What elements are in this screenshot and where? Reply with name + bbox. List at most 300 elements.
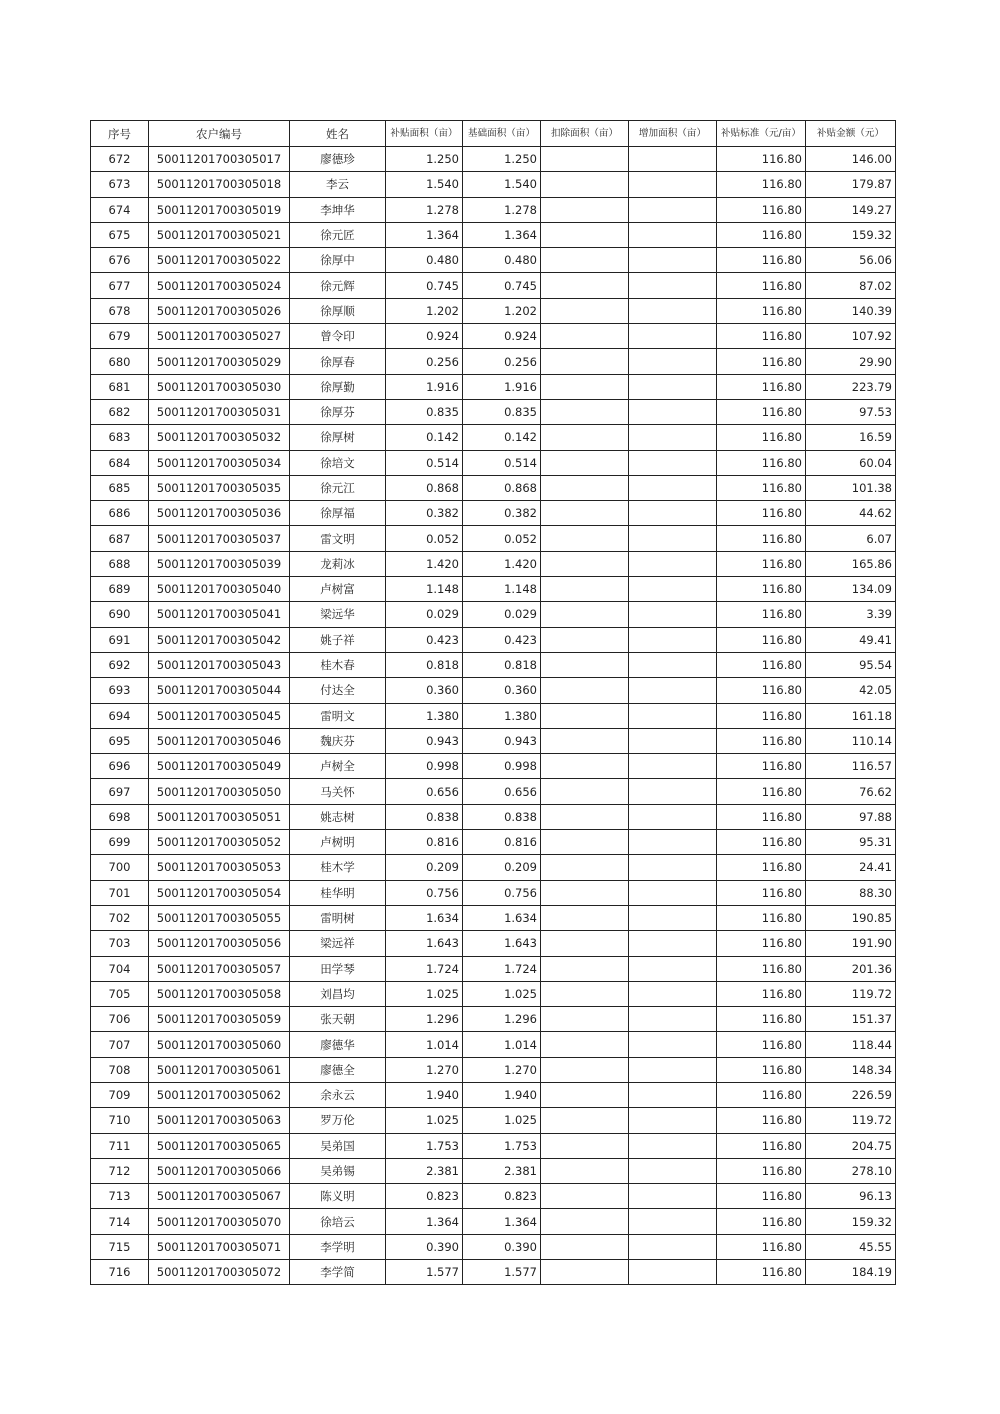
- cell-added-area: [629, 1007, 717, 1032]
- cell-seq: 673: [91, 172, 149, 197]
- cell-seq: 683: [91, 425, 149, 450]
- cell-household-code: 50011201700305060: [149, 1032, 290, 1057]
- cell-subsidy-rate: 116.80: [717, 981, 806, 1006]
- cell-added-area: [629, 905, 717, 930]
- cell-subsidy-rate: 116.80: [717, 703, 806, 728]
- cell-deducted-area: [541, 779, 629, 804]
- cell-subsidy-amount: 101.38: [806, 475, 896, 500]
- cell-subsidy-amount: 42.05: [806, 678, 896, 703]
- cell-seq: 708: [91, 1057, 149, 1082]
- cell-base-area: 1.148: [463, 577, 541, 602]
- cell-subsidy-amount: 184.19: [806, 1260, 896, 1285]
- cell-subsidy-amount: 149.27: [806, 197, 896, 222]
- cell-name: 姚志树: [290, 804, 386, 829]
- cell-base-area: 0.390: [463, 1234, 541, 1259]
- table-row: [91, 197, 896, 222]
- cell-deducted-area: [541, 551, 629, 576]
- cell-subsidy-rate: 116.80: [717, 1209, 806, 1234]
- table-row: [91, 172, 896, 197]
- table-row: [91, 399, 896, 424]
- cell-added-area: [629, 627, 717, 652]
- cell-deducted-area: [541, 324, 629, 349]
- header-name: 姓名: [290, 121, 386, 147]
- cell-subsidy-amount: 159.32: [806, 222, 896, 247]
- cell-added-area: [629, 1108, 717, 1133]
- cell-subsidy-area: 1.250: [386, 147, 463, 172]
- cell-household-code: 50011201700305058: [149, 981, 290, 1006]
- cell-seq: 685: [91, 475, 149, 500]
- cell-subsidy-area: 0.360: [386, 678, 463, 703]
- cell-deducted-area: [541, 830, 629, 855]
- cell-subsidy-area: 0.998: [386, 754, 463, 779]
- cell-household-code: 50011201700305024: [149, 273, 290, 298]
- cell-deducted-area: [541, 1082, 629, 1107]
- cell-added-area: [629, 1234, 717, 1259]
- table-row: [91, 425, 896, 450]
- cell-name: 余永云: [290, 1082, 386, 1107]
- cell-base-area: 1.250: [463, 147, 541, 172]
- cell-subsidy-amount: 97.88: [806, 804, 896, 829]
- cell-name: 桂华明: [290, 880, 386, 905]
- table-row: [91, 1133, 896, 1158]
- table-row: [91, 678, 896, 703]
- cell-subsidy-rate: 116.80: [717, 1133, 806, 1158]
- table-row: [91, 905, 896, 930]
- cell-subsidy-rate: 116.80: [717, 475, 806, 500]
- cell-name: 曾令印: [290, 324, 386, 349]
- cell-subsidy-amount: 223.79: [806, 374, 896, 399]
- cell-base-area: 0.823: [463, 1184, 541, 1209]
- table-row: [91, 298, 896, 323]
- cell-seq: 701: [91, 880, 149, 905]
- cell-base-area: 1.202: [463, 298, 541, 323]
- table-row: [91, 1260, 896, 1285]
- cell-deducted-area: [541, 298, 629, 323]
- cell-household-code: 50011201700305056: [149, 931, 290, 956]
- cell-deducted-area: [541, 602, 629, 627]
- cell-subsidy-area: 1.025: [386, 981, 463, 1006]
- cell-subsidy-rate: 116.80: [717, 425, 806, 450]
- cell-deducted-area: [541, 475, 629, 500]
- table-row: [91, 1234, 896, 1259]
- cell-subsidy-rate: 116.80: [717, 1032, 806, 1057]
- cell-deducted-area: [541, 1057, 629, 1082]
- cell-seq: 676: [91, 248, 149, 273]
- cell-seq: 696: [91, 754, 149, 779]
- cell-subsidy-area: 0.052: [386, 526, 463, 551]
- cell-deducted-area: [541, 1032, 629, 1057]
- cell-subsidy-rate: 116.80: [717, 602, 806, 627]
- cell-subsidy-amount: 151.37: [806, 1007, 896, 1032]
- cell-subsidy-area: 1.278: [386, 197, 463, 222]
- cell-base-area: 1.014: [463, 1032, 541, 1057]
- cell-name: 魏庆芬: [290, 728, 386, 753]
- cell-base-area: 1.916: [463, 374, 541, 399]
- cell-household-code: 50011201700305037: [149, 526, 290, 551]
- header-subsidy-rate: 补贴标准（元/亩）: [717, 121, 806, 147]
- cell-deducted-area: [541, 1007, 629, 1032]
- table-row: [91, 248, 896, 273]
- cell-household-code: 50011201700305050: [149, 779, 290, 804]
- cell-household-code: 50011201700305018: [149, 172, 290, 197]
- cell-subsidy-rate: 116.80: [717, 830, 806, 855]
- cell-name: 付达全: [290, 678, 386, 703]
- cell-seq: 697: [91, 779, 149, 804]
- cell-deducted-area: [541, 399, 629, 424]
- cell-deducted-area: [541, 703, 629, 728]
- cell-name: 卢树富: [290, 577, 386, 602]
- cell-subsidy-amount: 49.41: [806, 627, 896, 652]
- cell-name: 徐培文: [290, 450, 386, 475]
- cell-subsidy-amount: 97.53: [806, 399, 896, 424]
- cell-seq: 712: [91, 1158, 149, 1183]
- cell-base-area: 0.745: [463, 273, 541, 298]
- cell-base-area: 1.643: [463, 931, 541, 956]
- cell-subsidy-area: 1.577: [386, 1260, 463, 1285]
- cell-subsidy-area: 1.643: [386, 931, 463, 956]
- cell-base-area: 0.924: [463, 324, 541, 349]
- cell-name: 徐元匠: [290, 222, 386, 247]
- cell-seq: 710: [91, 1108, 149, 1133]
- cell-subsidy-area: 1.014: [386, 1032, 463, 1057]
- cell-base-area: 0.142: [463, 425, 541, 450]
- cell-added-area: [629, 1209, 717, 1234]
- cell-base-area: 0.818: [463, 652, 541, 677]
- header-subsidy-amount: 补贴金额（元）: [806, 121, 896, 147]
- cell-seq: 690: [91, 602, 149, 627]
- cell-seq: 678: [91, 298, 149, 323]
- cell-seq: 699: [91, 830, 149, 855]
- cell-subsidy-area: 0.142: [386, 425, 463, 450]
- table-header-row: [91, 121, 896, 147]
- table-body: [91, 147, 896, 1285]
- cell-seq: 684: [91, 450, 149, 475]
- cell-deducted-area: [541, 501, 629, 526]
- cell-name: 徐培云: [290, 1209, 386, 1234]
- table-row: [91, 1108, 896, 1133]
- subsidy-table: [90, 120, 896, 1285]
- cell-base-area: 0.868: [463, 475, 541, 500]
- header-added-area: 增加面积（亩）: [629, 121, 717, 147]
- cell-subsidy-amount: 110.14: [806, 728, 896, 753]
- cell-seq: 693: [91, 678, 149, 703]
- table-row: [91, 324, 896, 349]
- cell-added-area: [629, 197, 717, 222]
- cell-added-area: [629, 931, 717, 956]
- cell-added-area: [629, 222, 717, 247]
- cell-household-code: 50011201700305026: [149, 298, 290, 323]
- cell-subsidy-rate: 116.80: [717, 450, 806, 475]
- cell-seq: 698: [91, 804, 149, 829]
- cell-subsidy-amount: 60.04: [806, 450, 896, 475]
- cell-deducted-area: [541, 1234, 629, 1259]
- cell-subsidy-area: 1.380: [386, 703, 463, 728]
- cell-subsidy-area: 0.480: [386, 248, 463, 273]
- cell-added-area: [629, 147, 717, 172]
- cell-subsidy-area: 0.924: [386, 324, 463, 349]
- cell-name: 徐厚树: [290, 425, 386, 450]
- cell-seq: 677: [91, 273, 149, 298]
- cell-seq: 688: [91, 551, 149, 576]
- cell-added-area: [629, 1158, 717, 1183]
- cell-base-area: 0.998: [463, 754, 541, 779]
- cell-added-area: [629, 754, 717, 779]
- cell-base-area: 1.296: [463, 1007, 541, 1032]
- cell-name: 徐厚顺: [290, 298, 386, 323]
- cell-name: 徐厚福: [290, 501, 386, 526]
- table-row: [91, 1007, 896, 1032]
- cell-subsidy-area: 2.381: [386, 1158, 463, 1183]
- cell-subsidy-area: 0.390: [386, 1234, 463, 1259]
- cell-subsidy-amount: 29.90: [806, 349, 896, 374]
- cell-added-area: [629, 1260, 717, 1285]
- cell-seq: 705: [91, 981, 149, 1006]
- table-row: [91, 526, 896, 551]
- cell-base-area: 1.025: [463, 1108, 541, 1133]
- cell-household-code: 50011201700305066: [149, 1158, 290, 1183]
- cell-base-area: 1.724: [463, 956, 541, 981]
- cell-household-code: 50011201700305040: [149, 577, 290, 602]
- cell-seq: 692: [91, 652, 149, 677]
- cell-base-area: 0.838: [463, 804, 541, 829]
- cell-deducted-area: [541, 349, 629, 374]
- cell-household-code: 50011201700305017: [149, 147, 290, 172]
- cell-base-area: 0.256: [463, 349, 541, 374]
- header-subsidy-area: 补贴面积（亩）: [386, 121, 463, 147]
- cell-subsidy-amount: 56.06: [806, 248, 896, 273]
- cell-household-code: 50011201700305067: [149, 1184, 290, 1209]
- table-row: [91, 880, 896, 905]
- cell-deducted-area: [541, 1209, 629, 1234]
- cell-name: 陈义明: [290, 1184, 386, 1209]
- table-row: [91, 475, 896, 500]
- cell-seq: 687: [91, 526, 149, 551]
- cell-added-area: [629, 678, 717, 703]
- cell-name: 卢树明: [290, 830, 386, 855]
- cell-deducted-area: [541, 1158, 629, 1183]
- cell-name: 雷明文: [290, 703, 386, 728]
- cell-name: 李学明: [290, 1234, 386, 1259]
- cell-subsidy-rate: 116.80: [717, 1057, 806, 1082]
- cell-household-code: 50011201700305032: [149, 425, 290, 450]
- cell-seq: 711: [91, 1133, 149, 1158]
- cell-household-code: 50011201700305071: [149, 1234, 290, 1259]
- cell-name: 徐厚春: [290, 349, 386, 374]
- table-row: [91, 551, 896, 576]
- cell-subsidy-amount: 165.86: [806, 551, 896, 576]
- cell-added-area: [629, 475, 717, 500]
- cell-household-code: 50011201700305044: [149, 678, 290, 703]
- cell-subsidy-rate: 116.80: [717, 1082, 806, 1107]
- cell-subsidy-amount: 119.72: [806, 1108, 896, 1133]
- cell-seq: 714: [91, 1209, 149, 1234]
- cell-subsidy-rate: 116.80: [717, 248, 806, 273]
- cell-household-code: 50011201700305034: [149, 450, 290, 475]
- cell-name: 桂木春: [290, 652, 386, 677]
- cell-name: 雷明树: [290, 905, 386, 930]
- cell-subsidy-area: 1.296: [386, 1007, 463, 1032]
- cell-subsidy-amount: 119.72: [806, 981, 896, 1006]
- cell-household-code: 50011201700305055: [149, 905, 290, 930]
- cell-added-area: [629, 399, 717, 424]
- cell-subsidy-rate: 116.80: [717, 931, 806, 956]
- cell-subsidy-area: 0.745: [386, 273, 463, 298]
- cell-subsidy-amount: 204.75: [806, 1133, 896, 1158]
- cell-subsidy-amount: 45.55: [806, 1234, 896, 1259]
- cell-name: 雷文明: [290, 526, 386, 551]
- table-row: [91, 577, 896, 602]
- cell-seq: 672: [91, 147, 149, 172]
- cell-base-area: 1.540: [463, 172, 541, 197]
- cell-added-area: [629, 981, 717, 1006]
- table-row: [91, 728, 896, 753]
- cell-household-code: 50011201700305054: [149, 880, 290, 905]
- cell-seq: 689: [91, 577, 149, 602]
- cell-subsidy-area: 0.382: [386, 501, 463, 526]
- cell-base-area: 0.360: [463, 678, 541, 703]
- cell-base-area: 1.364: [463, 222, 541, 247]
- cell-subsidy-area: 1.753: [386, 1133, 463, 1158]
- cell-added-area: [629, 501, 717, 526]
- cell-subsidy-rate: 116.80: [717, 880, 806, 905]
- cell-household-code: 50011201700305035: [149, 475, 290, 500]
- cell-household-code: 50011201700305042: [149, 627, 290, 652]
- cell-deducted-area: [541, 577, 629, 602]
- cell-seq: 674: [91, 197, 149, 222]
- cell-subsidy-area: 1.724: [386, 956, 463, 981]
- cell-base-area: 0.756: [463, 880, 541, 905]
- header-deducted-area: 扣除面积（亩）: [541, 121, 629, 147]
- cell-base-area: 1.753: [463, 1133, 541, 1158]
- cell-household-code: 50011201700305029: [149, 349, 290, 374]
- cell-name: 马关怀: [290, 779, 386, 804]
- cell-added-area: [629, 1057, 717, 1082]
- cell-household-code: 50011201700305027: [149, 324, 290, 349]
- cell-added-area: [629, 703, 717, 728]
- cell-household-code: 50011201700305052: [149, 830, 290, 855]
- cell-seq: 694: [91, 703, 149, 728]
- cell-subsidy-amount: 191.90: [806, 931, 896, 956]
- cell-added-area: [629, 855, 717, 880]
- cell-subsidy-rate: 116.80: [717, 779, 806, 804]
- cell-household-code: 50011201700305036: [149, 501, 290, 526]
- cell-added-area: [629, 830, 717, 855]
- table-row: [91, 1158, 896, 1183]
- cell-subsidy-rate: 116.80: [717, 1260, 806, 1285]
- cell-seq: 675: [91, 222, 149, 247]
- cell-name: 徐厚勤: [290, 374, 386, 399]
- cell-name: 田学琴: [290, 956, 386, 981]
- cell-household-code: 50011201700305046: [149, 728, 290, 753]
- cell-deducted-area: [541, 855, 629, 880]
- cell-seq: 691: [91, 627, 149, 652]
- cell-added-area: [629, 728, 717, 753]
- cell-subsidy-area: 1.634: [386, 905, 463, 930]
- header-base-area: 基础面积（亩）: [463, 121, 541, 147]
- cell-subsidy-rate: 116.80: [717, 1007, 806, 1032]
- table-row: [91, 779, 896, 804]
- table-row: [91, 273, 896, 298]
- cell-added-area: [629, 248, 717, 273]
- cell-base-area: 1.940: [463, 1082, 541, 1107]
- cell-deducted-area: [541, 905, 629, 930]
- cell-base-area: 0.052: [463, 526, 541, 551]
- cell-household-code: 50011201700305041: [149, 602, 290, 627]
- cell-deducted-area: [541, 652, 629, 677]
- cell-subsidy-rate: 116.80: [717, 526, 806, 551]
- table-row: [91, 1209, 896, 1234]
- cell-base-area: 0.835: [463, 399, 541, 424]
- cell-subsidy-rate: 116.80: [717, 147, 806, 172]
- cell-subsidy-area: 1.025: [386, 1108, 463, 1133]
- cell-subsidy-amount: 3.39: [806, 602, 896, 627]
- cell-deducted-area: [541, 1184, 629, 1209]
- cell-subsidy-area: 1.916: [386, 374, 463, 399]
- cell-deducted-area: [541, 1260, 629, 1285]
- cell-name: 梁远祥: [290, 931, 386, 956]
- table-row: [91, 703, 896, 728]
- cell-subsidy-area: 1.364: [386, 222, 463, 247]
- cell-subsidy-amount: 159.32: [806, 1209, 896, 1234]
- cell-name: 徐元江: [290, 475, 386, 500]
- table-row: [91, 222, 896, 247]
- table-row: [91, 804, 896, 829]
- cell-subsidy-amount: 201.36: [806, 956, 896, 981]
- cell-base-area: 1.270: [463, 1057, 541, 1082]
- cell-subsidy-area: 1.364: [386, 1209, 463, 1234]
- cell-subsidy-amount: 134.09: [806, 577, 896, 602]
- table-row: [91, 830, 896, 855]
- cell-subsidy-amount: 161.18: [806, 703, 896, 728]
- cell-base-area: 0.480: [463, 248, 541, 273]
- cell-base-area: 0.816: [463, 830, 541, 855]
- cell-subsidy-area: 0.514: [386, 450, 463, 475]
- cell-deducted-area: [541, 931, 629, 956]
- cell-subsidy-rate: 116.80: [717, 577, 806, 602]
- cell-seq: 681: [91, 374, 149, 399]
- cell-added-area: [629, 425, 717, 450]
- cell-base-area: 2.381: [463, 1158, 541, 1183]
- cell-subsidy-rate: 116.80: [717, 197, 806, 222]
- cell-subsidy-area: 1.148: [386, 577, 463, 602]
- table-row: [91, 855, 896, 880]
- cell-subsidy-rate: 116.80: [717, 1108, 806, 1133]
- cell-base-area: 0.423: [463, 627, 541, 652]
- cell-subsidy-amount: 179.87: [806, 172, 896, 197]
- cell-household-code: 50011201700305057: [149, 956, 290, 981]
- cell-name: 姚子祥: [290, 627, 386, 652]
- cell-added-area: [629, 1082, 717, 1107]
- cell-subsidy-rate: 116.80: [717, 273, 806, 298]
- cell-subsidy-amount: 140.39: [806, 298, 896, 323]
- table-row: [91, 349, 896, 374]
- cell-subsidy-area: 1.540: [386, 172, 463, 197]
- cell-subsidy-rate: 116.80: [717, 855, 806, 880]
- cell-added-area: [629, 551, 717, 576]
- cell-seq: 707: [91, 1032, 149, 1057]
- cell-subsidy-rate: 116.80: [717, 1184, 806, 1209]
- cell-base-area: 0.209: [463, 855, 541, 880]
- cell-subsidy-amount: 76.62: [806, 779, 896, 804]
- cell-subsidy-rate: 116.80: [717, 298, 806, 323]
- cell-deducted-area: [541, 627, 629, 652]
- cell-deducted-area: [541, 754, 629, 779]
- cell-name: 桂木学: [290, 855, 386, 880]
- cell-subsidy-amount: 116.57: [806, 754, 896, 779]
- cell-subsidy-rate: 116.80: [717, 905, 806, 930]
- cell-household-code: 50011201700305059: [149, 1007, 290, 1032]
- cell-household-code: 50011201700305072: [149, 1260, 290, 1285]
